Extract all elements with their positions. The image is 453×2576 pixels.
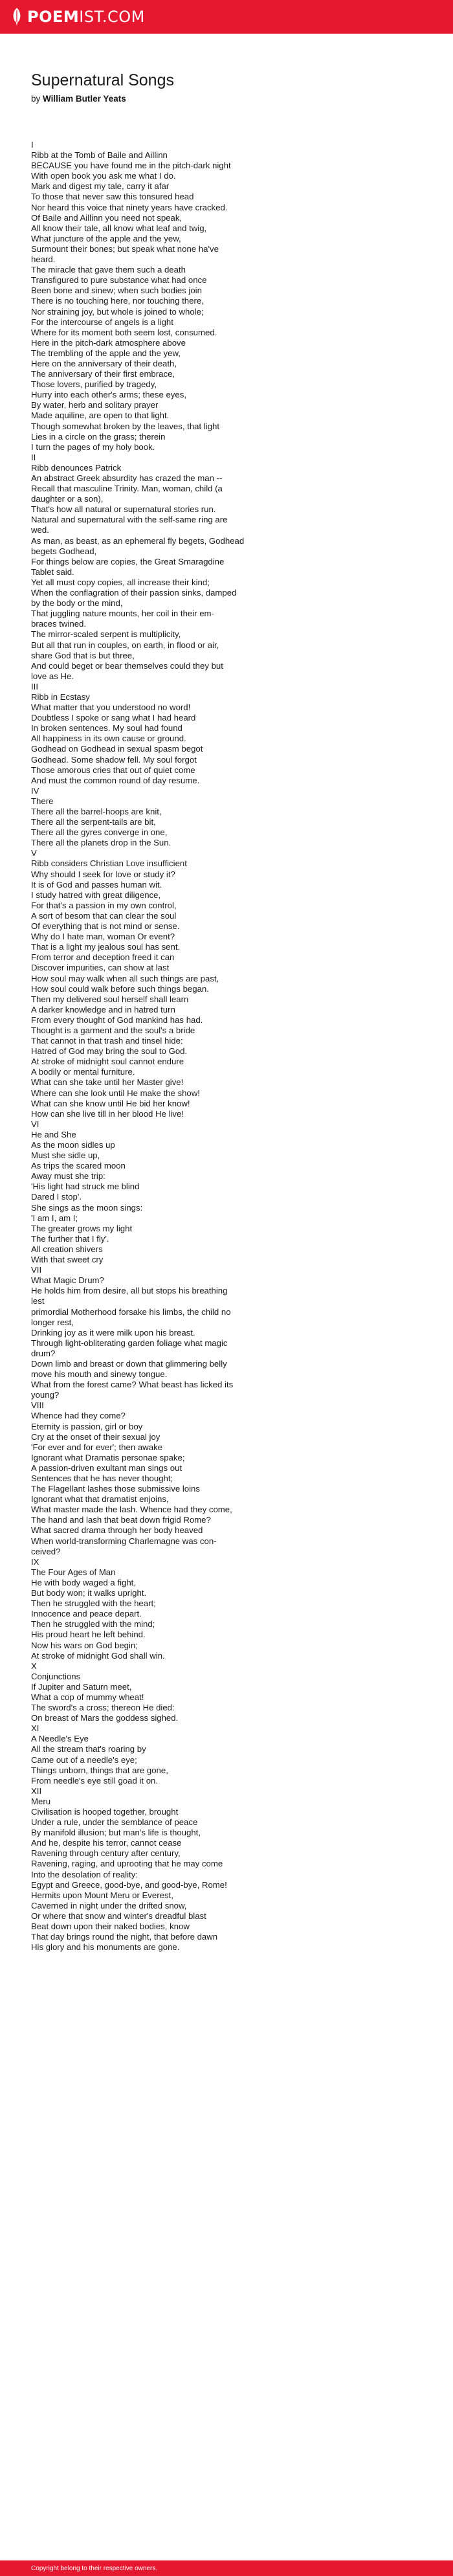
- by-label: by: [31, 94, 41, 104]
- poem-line: Hurry into each other's arms; these eyes,: [31, 390, 186, 400]
- poem-line: What a cop of mummy wheat!: [31, 1692, 144, 1702]
- poem-line: Then he struggled with the mind;: [31, 1619, 155, 1630]
- poem-line: Of everything that is not mind or sense.: [31, 921, 180, 932]
- poem-line: He with body waged a fight,: [31, 1577, 137, 1587]
- poem-line: II: [31, 452, 36, 462]
- poem-line: Nor heard this voice that ninety years have cracked.: [31, 202, 228, 212]
- poem-line: ceived?: [31, 1546, 61, 1556]
- poem-line: Away must she trip:: [31, 1171, 105, 1182]
- poem-line: What from the forest came? What beast has licked its: [31, 1380, 234, 1390]
- poem-line: There all the planets drop in the Sun.: [31, 838, 171, 848]
- poem-line: And must the common round of day resume.: [31, 775, 200, 785]
- poem-line: III: [31, 681, 38, 691]
- poem-line: X: [31, 1661, 37, 1671]
- site-header: [0, 0, 453, 34]
- poem-line: The hand and lash that beat down frigid Rome?: [31, 1515, 211, 1525]
- poem-line: The Four Ages of Man: [31, 1567, 116, 1577]
- poem-line: primordial Motherhood forsake his limbs, the child no: [31, 1306, 231, 1317]
- poem-line: The further that I fly'.: [31, 1233, 109, 1244]
- poem-line: wed.: [31, 525, 49, 535]
- poem-line: For that's a passion in my own control,: [31, 900, 177, 910]
- poem-line: Caverned in night under the drifted snow,: [31, 1900, 187, 1910]
- poem-line: longer rest,: [31, 1317, 74, 1327]
- poem-line: There all the gyres converge in one,: [31, 827, 168, 838]
- poem-line: When world-transforming Charlemagne was con-: [31, 1536, 217, 1546]
- poem-line: IV: [31, 785, 39, 796]
- logo-text-bold: POEM: [27, 8, 80, 26]
- poem-line: Recall that masculine Trinity. Man, woman, child (a: [31, 484, 223, 494]
- poem-line: Where for its moment both seem lost, consumed.: [31, 327, 217, 337]
- poem-line: As trips the scared moon: [31, 1161, 126, 1171]
- poem-line: Ravening through century after century,: [31, 1848, 181, 1859]
- poem-line: From needle's eye still goad it on.: [31, 1775, 159, 1786]
- poem-line: Meru: [31, 1796, 51, 1806]
- logo-text: [27, 8, 145, 26]
- poem-line: Conjunctions: [31, 1671, 81, 1681]
- poem-line: By water, herb and solitary prayer: [31, 400, 159, 410]
- poem-line: The greater grows my light: [31, 1223, 133, 1233]
- poem-line: For things below are copies, the Great Smaragdine: [31, 556, 225, 566]
- poem-line: All know their tale, all know what leaf and twig,: [31, 223, 207, 233]
- poem-line: Cry at the onset of their sexual joy: [31, 1431, 160, 1442]
- poem-line: Been bone and sinew; when such bodies join: [31, 286, 202, 296]
- poem-line: As man, as beast, as an ephemeral fly begets, Godhead: [31, 535, 245, 546]
- poem-line: love as He.: [31, 671, 74, 681]
- poem-line: XII: [31, 1786, 42, 1796]
- poem-content: [0, 34, 401, 1953]
- poem-line: Hermits upon Mount Meru or Everest,: [31, 1890, 173, 1900]
- poem-line: I study hatred with great diligence,: [31, 890, 161, 900]
- poem-line: And he, despite his terror, cannot cease: [31, 1838, 182, 1848]
- poem-line: He holds him from desire, all but stops his breathing: [31, 1286, 228, 1296]
- poem-line: What matter that you understood no word!: [31, 702, 191, 713]
- poem-line: Why do I hate man, woman Or event?: [31, 932, 175, 942]
- poem-line: From every thought of God mankind has had.: [31, 1014, 203, 1025]
- poem-line: Beat down upon their naked bodies, know: [31, 1921, 190, 1932]
- poem-title: Supernatural Songs: [31, 71, 174, 89]
- poem-line: Or where that snow and winter's dreadful blast: [31, 1910, 206, 1921]
- byline: [31, 94, 401, 104]
- poem-line: At stroke of midnight soul cannot endure: [31, 1057, 184, 1067]
- poem-line: In broken sentences. My soul had found: [31, 723, 182, 734]
- poem-line: Godhead on Godhead in sexual spasm begot: [31, 744, 203, 754]
- poem-line: Surmount their bones; but speak what none ha've: [31, 243, 219, 254]
- poem-line: Came out of a needle's eye;: [31, 1754, 137, 1765]
- poem-line: Whence had they come?: [31, 1411, 126, 1421]
- poem-line: The anniversary of their first embrace,: [31, 369, 175, 379]
- poem-line: Now his wars on God begin;: [31, 1640, 138, 1650]
- poem-line: A passion-driven exultant man sings out: [31, 1462, 182, 1473]
- poem-line: Innocence and peace depart.: [31, 1609, 142, 1619]
- poem-line: heard.: [31, 254, 56, 265]
- poem-line: Here in the pitch-dark atmosphere above: [31, 337, 186, 348]
- poem-line: That day brings round the night, that before dawn: [31, 1932, 218, 1942]
- poem-line: The trembling of the apple and the yew,: [31, 348, 181, 358]
- poem-line: As the moon sidles up: [31, 1140, 115, 1150]
- poem-line: Under a rule, under the semblance of peace: [31, 1817, 198, 1828]
- poem-line: All happiness in its own cause or ground.: [31, 734, 186, 744]
- poem-line: All the stream that's roaring by: [31, 1744, 146, 1754]
- poem-line: begets Godhead,: [31, 546, 97, 556]
- poem-line: Eternity is passion, girl or boy: [31, 1421, 143, 1431]
- poem-line: I: [31, 140, 34, 150]
- poem-line: braces twined.: [31, 619, 87, 629]
- poem-line: With that sweet cry: [31, 1255, 104, 1265]
- poem-line: By manifold illusion; but man's life is thought,: [31, 1828, 201, 1838]
- poem-line: Those lovers, purified by tragedy,: [31, 379, 157, 390]
- poem-line: lest: [31, 1296, 45, 1306]
- poem-line: Though somewhat broken by the leaves, that light: [31, 421, 220, 431]
- poem-line: But body won; it walks upright.: [31, 1588, 147, 1598]
- poem-line: A darker knowledge and in hatred turn: [31, 1004, 175, 1014]
- poem-line: Through light-obliterating garden foliage what magic: [31, 1338, 228, 1348]
- poem-line: V: [31, 848, 37, 858]
- poem-line: But all that run in couples, on earth, in flood or air,: [31, 640, 219, 650]
- poem-line: How soul may walk when all such things are past,: [31, 973, 219, 983]
- poem-line: Sentences that he has never thought;: [31, 1473, 173, 1483]
- poem-line: Must she sidle up,: [31, 1150, 100, 1161]
- poem-line: Nor straining joy, but whole is joined to whole;: [31, 306, 204, 317]
- poem-line: 'I am I, am I;: [31, 1213, 78, 1223]
- poem-line: Thought is a garment and the soul's a bride: [31, 1025, 195, 1035]
- poem-line: IX: [31, 1556, 39, 1567]
- poem-line: If Jupiter and Saturn meet,: [31, 1681, 132, 1692]
- poem-line: It is of God and passes human wit.: [31, 879, 162, 890]
- poem-line: Ribb considers Christian Love insufficient: [31, 858, 187, 869]
- logo-text-thin: IST.COM: [79, 8, 145, 26]
- poem-line: What sacred drama through her body heaved: [31, 1525, 203, 1536]
- poem-line: The Flagellant lashes those submissive loins: [31, 1484, 200, 1494]
- poem-line: Here on the anniversary of their death,: [31, 358, 177, 368]
- poem-body: [31, 140, 401, 1953]
- poem-line: 'His light had struck me blind: [31, 1182, 140, 1192]
- poem-line: Doubtless I spoke or sang what I had heard: [31, 713, 196, 723]
- poem-line: Lies in a circle on the grass; therein: [31, 431, 166, 442]
- poem-line: drum?: [31, 1348, 56, 1358]
- poem-line: There all the serpent-tails are bit,: [31, 817, 156, 827]
- poem-line: Hatred of God may bring the soul to God.: [31, 1046, 188, 1057]
- poem-line: Dared I stop'.: [31, 1192, 82, 1202]
- poem-line: move his mouth and sinewy tongue.: [31, 1369, 168, 1380]
- poem-line: VIII: [31, 1400, 44, 1411]
- poem-line: Drinking joy as it were milk upon his breast.: [31, 1327, 195, 1338]
- poem-line: Ribb at the Tomb of Baile and Aillinn: [31, 150, 168, 161]
- poem-line: Godhead. Some shadow fell. My soul forgot: [31, 754, 197, 765]
- poem-line: Ignorant what Dramatis personae spake;: [31, 1452, 185, 1462]
- poem-line: Why should I seek for love or study it?: [31, 869, 175, 879]
- poem-line: What juncture of the apple and the yew,: [31, 233, 181, 243]
- poem-line: A bodily or mental furniture.: [31, 1067, 135, 1077]
- poem-line: The miracle that gave them such a death: [31, 265, 186, 275]
- poem-line: The mirror-scaled serpent is multiplicity,: [31, 629, 181, 640]
- poem-line: That juggling nature mounts, her coil in their em-: [31, 609, 214, 619]
- poem-line: There is no touching here, nor touching there,: [31, 296, 204, 306]
- poem-line: To those that never saw this tonsured head: [31, 192, 194, 202]
- poem-line: An abstract Greek absurdity has crazed the man --: [31, 473, 223, 483]
- poem-line: Ribb denounces Patrick: [31, 462, 122, 473]
- poem-line: At stroke of midnight God shall win.: [31, 1650, 165, 1661]
- copyright-text: Copyright belong to their respective owners.: [31, 2564, 158, 2572]
- poem-line: young?: [31, 1390, 60, 1400]
- poem-line: He and She: [31, 1129, 76, 1139]
- poem-line: All creation shivers: [31, 1244, 103, 1254]
- poem-line: She sings as the moon sings:: [31, 1202, 143, 1213]
- poem-line: Egypt and Greece, good-bye, and good-bye, Rome!: [31, 1879, 227, 1890]
- poem-line: From terror and deception freed it can: [31, 952, 175, 963]
- poem-line: BECAUSE you have found me in the pitch-dark night: [31, 161, 231, 171]
- poem-line: Natural and supernatural with the self-same ring are: [31, 515, 228, 525]
- poem-line: And could beget or bear themselves could they but: [31, 660, 223, 671]
- poem-line: Where can she look until He make the show!: [31, 1088, 200, 1098]
- poem-line: Ravening, raging, and uprooting that he may come: [31, 1859, 223, 1869]
- poem-line: His glory and his monuments are gone.: [31, 1942, 180, 1953]
- poem-line: Then my delivered soul herself shall learn: [31, 994, 189, 1004]
- poem-line: What master made the lash. Whence had they come,: [31, 1505, 232, 1515]
- poem-line: How soul could walk before such things began.: [31, 983, 209, 994]
- poem-line: Things unborn, things that are gone,: [31, 1765, 168, 1775]
- poem-line: Ribb in Ecstasy: [31, 691, 90, 702]
- poem-line: On breast of Mars the goddess sighed.: [31, 1713, 179, 1723]
- site-footer: [0, 2560, 453, 2576]
- poem-line: Ignorant what that dramatist enjoins,: [31, 1494, 169, 1505]
- poem-line: With open book you ask me what I do.: [31, 171, 176, 181]
- site-logo[interactable]: [10, 7, 145, 27]
- poem-line: Into the desolation of reality:: [31, 1869, 138, 1879]
- poem-line: That is a light my jealous soul has sent.: [31, 942, 181, 952]
- poem-line: The sword's a cross; thereon He died:: [31, 1703, 175, 1713]
- poem-line: share God that is but three,: [31, 650, 135, 660]
- poem-line: Transfigured to pure substance what had once: [31, 275, 207, 286]
- poem-line: Yet all must copy copies, all increase their kind;: [31, 577, 210, 587]
- poem-line: by the body or the mind,: [31, 598, 123, 609]
- poem-line: I turn the pages of my holy book.: [31, 442, 155, 452]
- poem-line: For the intercourse of angels is a light: [31, 317, 173, 327]
- poem-line: Made aquiline, are open to that light.: [31, 410, 170, 421]
- poem-line: His proud heart he left behind.: [31, 1630, 146, 1640]
- poem-line: daughter or a son),: [31, 494, 104, 504]
- poem-line: How can she live till in her blood He live!: [31, 1108, 184, 1119]
- poem-line: Then he struggled with the heart;: [31, 1598, 156, 1609]
- poem-line: Tablet said.: [31, 566, 74, 577]
- poem-line: Of Baile and Aillinn you need not speak,: [31, 212, 182, 223]
- poem-line: There all the barrel-hoops are knit,: [31, 807, 162, 816]
- poem-line: Those amorous cries that out of quiet come: [31, 765, 195, 775]
- poem-line: What can she know until He bid her know!: [31, 1098, 190, 1108]
- poem-line: VII: [31, 1265, 42, 1275]
- poem-line: 'For ever and for ever'; then awake: [31, 1442, 162, 1452]
- poem-line: A Needle's Eye: [31, 1734, 89, 1744]
- poem-line: XI: [31, 1723, 39, 1734]
- poem-line: What can she take until her Master give!: [31, 1077, 184, 1088]
- poem-line: That cannot in that trash and tinsel hide:: [31, 1036, 183, 1046]
- poem-line: Mark and digest my tale, carry it afar: [31, 181, 170, 192]
- poem-line: VI: [31, 1119, 39, 1129]
- poem-line: That's how all natural or supernatural stories run.: [31, 504, 216, 515]
- poem-line: Discover impurities, can show at last: [31, 963, 170, 973]
- poem-line: What Magic Drum?: [31, 1275, 104, 1286]
- poem-line: A sort of besom that can clear the soul: [31, 910, 177, 921]
- author-link[interactable]: William Butler Yeats: [43, 94, 126, 104]
- poem-line: When the conflagration of their passion sinks, damped: [31, 588, 237, 598]
- poem-line: There: [31, 796, 54, 806]
- poem-line: Down limb and breast or down that glimmering belly: [31, 1358, 227, 1369]
- quill-logo-icon: [10, 7, 23, 27]
- poem-line: Civilisation is hooped together, brought: [31, 1807, 179, 1817]
